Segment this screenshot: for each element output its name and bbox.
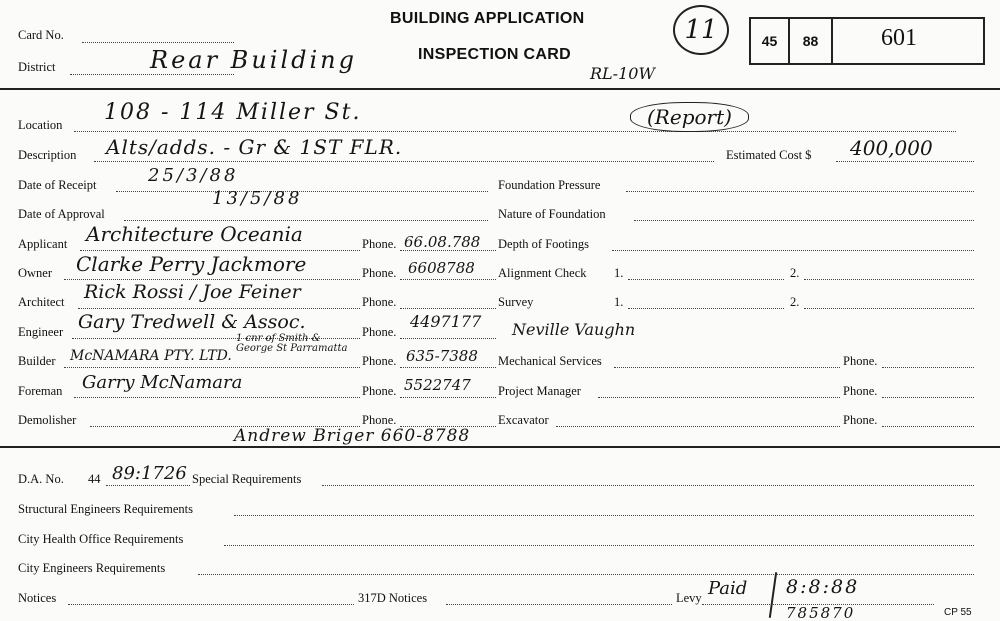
header-divider <box>0 88 1000 90</box>
levy-value: Paid <box>708 578 748 599</box>
survey-label: Survey <box>498 295 534 309</box>
form-code: CP 55 <box>944 607 972 618</box>
approval-value: 13/5/88 <box>212 188 303 209</box>
form-title: BUILDING APPLICATION <box>390 10 585 27</box>
architect-phone-label: Phone. <box>362 295 397 309</box>
card-no-label: Card No. <box>18 28 64 42</box>
excavator-label: Excavator <box>498 413 549 427</box>
da-line <box>106 485 190 486</box>
location-value: 108 - 114 Miller St. <box>104 100 362 125</box>
nature-foundation-label: Nature of Foundation <box>498 207 606 221</box>
structural-line <box>234 515 974 516</box>
foreman-phone-label: Phone. <box>362 384 397 398</box>
health-label: City Health Office Requirements <box>18 532 184 546</box>
builder-value: McNAMARA PTY. LTD. <box>70 348 232 364</box>
engineer-value: Gary Tredwell & Assoc. <box>78 311 306 333</box>
foreman-label: Foreman <box>18 384 63 398</box>
excavator-phone-label: Phone. <box>843 413 878 427</box>
engineer-phone: 4497177 <box>410 312 482 331</box>
district-label: District <box>18 60 56 74</box>
engineers-label: City Engineers Requirements <box>18 561 166 575</box>
foreman-phone-line <box>400 397 496 398</box>
engineers-line <box>198 574 974 575</box>
project-manager-line <box>598 397 840 398</box>
project-manager-label: Project Manager <box>498 384 581 398</box>
mechanical-label: Mechanical Services <box>498 354 602 368</box>
district-line <box>70 74 234 75</box>
applicant-label: Applicant <box>18 237 68 251</box>
project-manager-phone-line <box>882 397 974 398</box>
alignment-label: Alignment Check <box>498 266 587 280</box>
engineer-phone-line <box>400 338 496 339</box>
special-line <box>322 485 974 486</box>
owner-line <box>64 279 360 280</box>
district-value: Rear Building <box>150 46 357 74</box>
box-code-2: 88 <box>790 19 833 63</box>
receipt-value: 25/3/88 <box>148 165 239 186</box>
owner-label: Owner <box>18 266 53 280</box>
footings-label: Depth of Footings <box>498 237 589 251</box>
extra-contact: Andrew Briger 660-8788 <box>234 426 471 446</box>
foreman-line <box>74 397 360 398</box>
architect-phone-line <box>400 308 496 309</box>
owner-value: Clarke Perry Jackmore <box>76 252 307 276</box>
alignment-line-1 <box>628 279 784 280</box>
card-number-box <box>749 17 985 65</box>
alignment-line-2 <box>804 279 974 280</box>
owner-phone-line <box>400 279 496 280</box>
footings-line <box>612 250 974 251</box>
approval-label: Date of Approval <box>18 207 105 221</box>
survey-n1: 1. <box>614 295 624 309</box>
circled-number-text: 11 <box>684 15 718 45</box>
engineer-label: Engineer <box>18 325 64 339</box>
builder-line <box>64 367 360 368</box>
owner-phone-label: Phone. <box>362 266 397 280</box>
excavator-phone-line <box>882 426 974 427</box>
structural-label: Structural Engineers Requirements <box>18 502 193 516</box>
location-note: (Report) <box>630 102 749 132</box>
foundation-pressure-label: Foundation Pressure <box>498 178 601 192</box>
alignment-n1: 1. <box>614 266 624 280</box>
mechanical-line <box>614 367 840 368</box>
notices-label: Notices <box>18 591 57 605</box>
demolisher-phone-label: Phone. <box>362 413 397 427</box>
notices-317d-line <box>446 604 672 605</box>
architect-label: Architect <box>18 295 65 309</box>
mechanical-phone-line <box>882 367 974 368</box>
architect-value: Rick Rossi / Joe Feiner <box>84 281 301 303</box>
levy-separator <box>769 572 777 618</box>
foreman-value: Garry McNamara <box>82 372 243 393</box>
owner-phone: 6608788 <box>408 259 475 277</box>
district-ref: RL-10W <box>590 64 655 83</box>
levy-receipt: 785870 <box>786 604 856 621</box>
estimated-cost-label: Estimated Cost $ <box>726 148 812 162</box>
location-line <box>74 131 956 132</box>
estimated-cost-line <box>836 161 974 162</box>
architect-line <box>78 308 360 309</box>
circled-number <box>673 5 729 55</box>
mechanical-phone-label: Phone. <box>843 354 878 368</box>
levy-label: Levy <box>676 591 702 605</box>
survey-n2: 2. <box>790 295 800 309</box>
alignment-n2: 2. <box>790 266 800 280</box>
levy-date: 8:8:88 <box>786 576 860 598</box>
applicant-value: Architecture Oceania <box>86 222 303 246</box>
receipt-label: Date of Receipt <box>18 178 97 192</box>
builder-phone-label: Phone. <box>362 354 397 368</box>
form-subtitle: INSPECTION CARD <box>418 46 571 63</box>
description-value: Alts/adds. - Gr & 1ST FLR. <box>106 135 403 159</box>
description-label: Description <box>18 148 77 162</box>
box-code-1: 45 <box>751 19 790 63</box>
notices-line <box>68 604 354 605</box>
builder-address: 1 cnr of Smith & George St Parramatta <box>236 333 348 354</box>
builder-label: Builder <box>18 354 56 368</box>
foreman-phone: 5522747 <box>404 376 471 394</box>
builder-phone: 635-7388 <box>406 347 478 365</box>
demolisher-label: Demolisher <box>18 413 77 427</box>
health-line <box>224 545 974 546</box>
applicant-phone: 66.08.788 <box>404 233 481 251</box>
fields-divider <box>0 446 1000 448</box>
da-prefix: 44 <box>88 472 101 486</box>
da-value: 89:1726 <box>112 463 187 484</box>
da-no-label: D.A. No. <box>18 472 64 486</box>
card-no-line <box>82 42 234 43</box>
card-number: 601 <box>881 25 917 51</box>
applicant-line <box>80 250 360 251</box>
notices-317d-label: 317D Notices <box>358 591 428 605</box>
excavator-line <box>556 426 840 427</box>
survey-line-2 <box>804 308 974 309</box>
applicant-phone-label: Phone. <box>362 237 397 251</box>
description-line <box>94 161 714 162</box>
builder-phone-line <box>400 367 496 368</box>
foundation-pressure-line <box>626 191 974 192</box>
engineer-phone-label: Phone. <box>362 325 397 339</box>
survey-line-1 <box>628 308 784 309</box>
estimated-cost-value: 400,000 <box>850 136 933 160</box>
project-manager-phone-label: Phone. <box>843 384 878 398</box>
mechanical-value: Neville Vaughn <box>512 320 636 339</box>
nature-foundation-line <box>634 220 974 221</box>
location-label: Location <box>18 118 63 132</box>
approval-line <box>124 220 488 221</box>
special-label: Special Requirements <box>192 472 302 486</box>
